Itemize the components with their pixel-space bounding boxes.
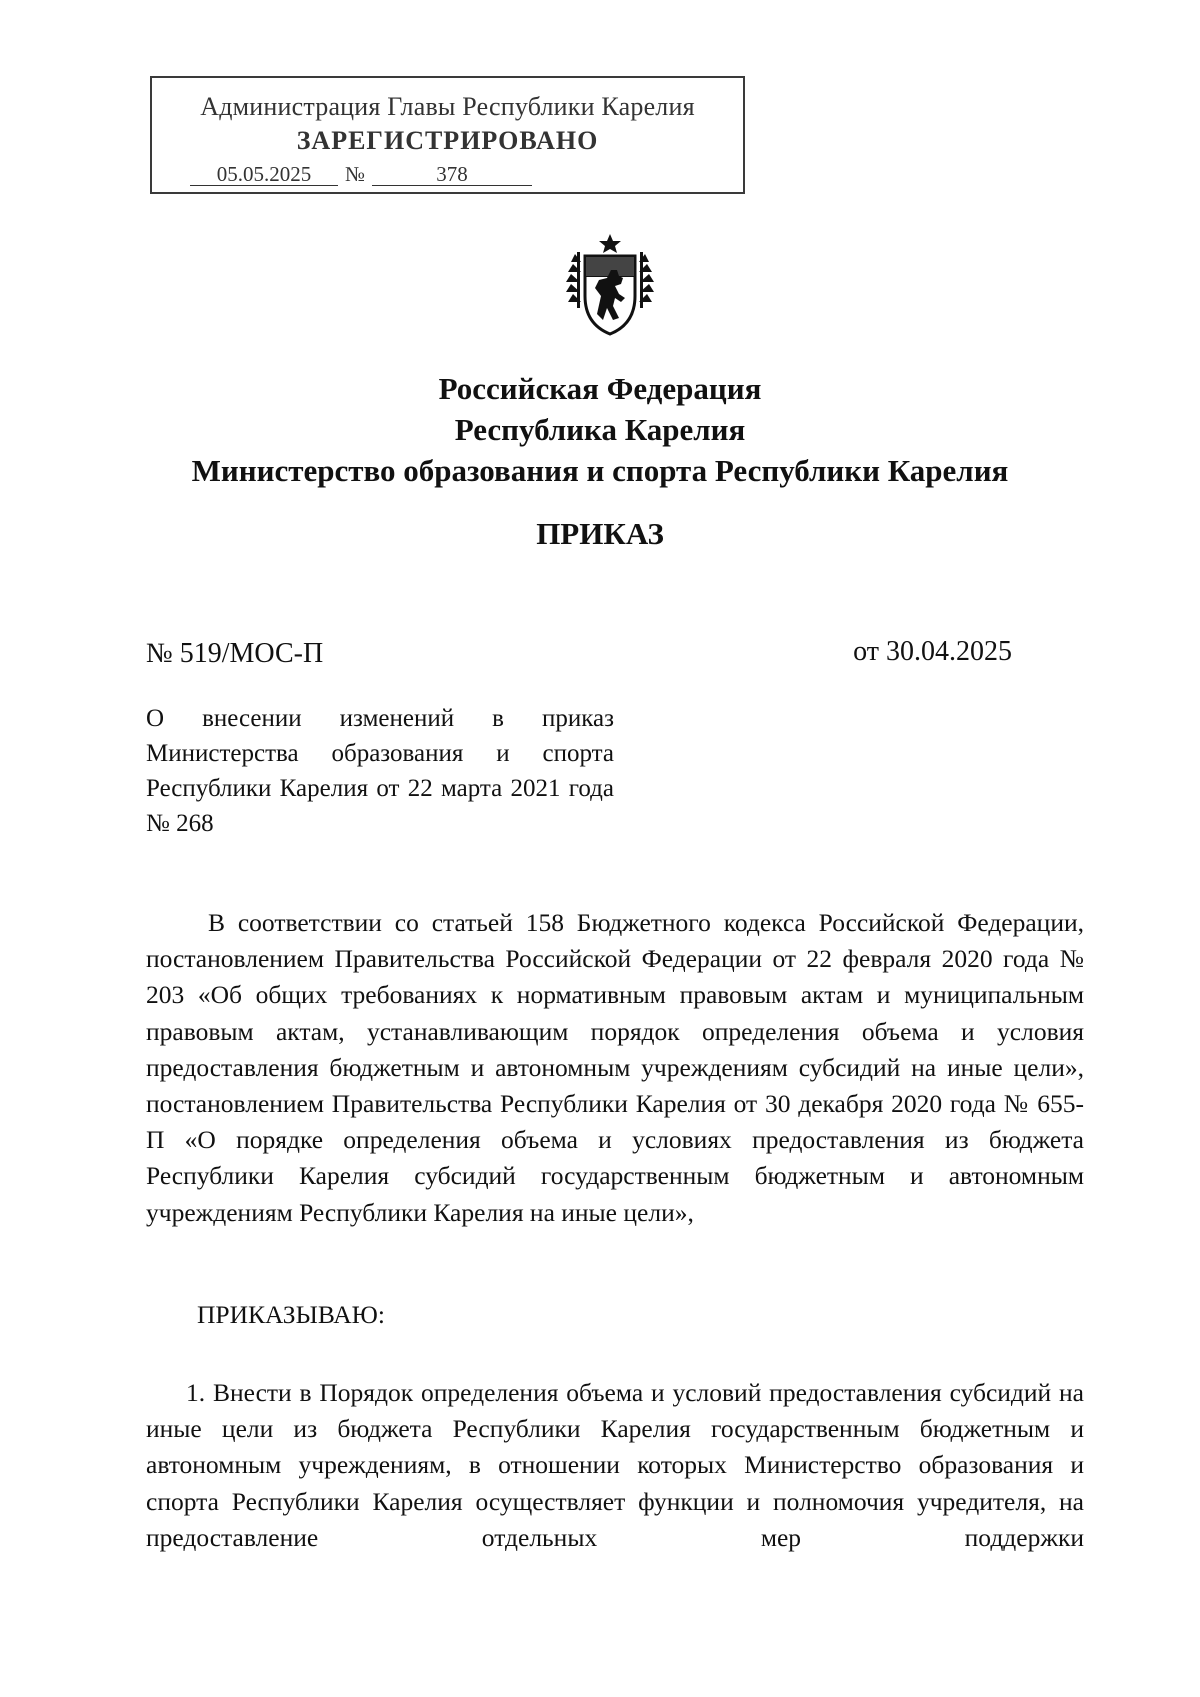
stamp-number: 378 — [372, 163, 532, 186]
order-subject: О внесении изменений в приказ Министерства образования и спорта Республики Карелия от 22 марта 2021 года № 268 — [146, 705, 614, 837]
stamp-registered-label: ЗАРЕГИСТРИРОВАНО — [296, 126, 599, 155]
header-republic: Республика Карелия — [454, 412, 746, 447]
item-1-paragraph: 1. Внести в Порядок определения объема и условий предоставления субсидий на иные цели из бюджета Республики Карелия государственным бюджетным и автономным учреждениям, в отношении которых Министерство образования и спорта Республики Карелия осуществляет функции и полномочия учредителя, на предоставление отдельных мер поддержки — [146, 1378, 1084, 1552]
stamp-number-sign: № — [344, 162, 366, 186]
header-country: Российская Федерация — [438, 371, 762, 406]
karelia-coat-of-arms-icon — [565, 232, 655, 338]
preamble-paragraph: В соответствии со статьей 158 Бюджетного кодекса Российской Федерации, постановлением Правительства Российской Федерации от 22 февраля 2020 года № 203 «Об общих требованиях к нормативным правовым актам и муниципальным правовым актам, устанавливающим порядок определения объема и условия предоставления бюджетным и автономным учреждениям субсидий на иные цели», постановлением Правительства Республики Карелия от 30 декабря 2020 года № 655-П «О порядке определения объема и условиях предоставления из бюджета Республики Карелия субсидий государственным бюджетным и автономным учреждениям Республики Карелия на иные цели», — [146, 908, 1084, 1227]
stamp-registration-line — [190, 162, 532, 187]
document-type-title: ПРИКАЗ — [536, 516, 664, 551]
order-number: № 519/МОС-П — [146, 638, 324, 669]
ordering-clause: ПРИКАЗЫВАЮ: — [197, 1300, 385, 1329]
order-date: от 30.04.2025 — [853, 636, 1012, 667]
registration-stamp — [150, 76, 745, 194]
header-ministry: Министерство образования и спорта Республики Карелия — [191, 453, 1009, 488]
stamp-authority: Администрация Главы Республики Карелия — [200, 92, 695, 121]
stamp-date: 05.05.2025 — [190, 163, 338, 186]
